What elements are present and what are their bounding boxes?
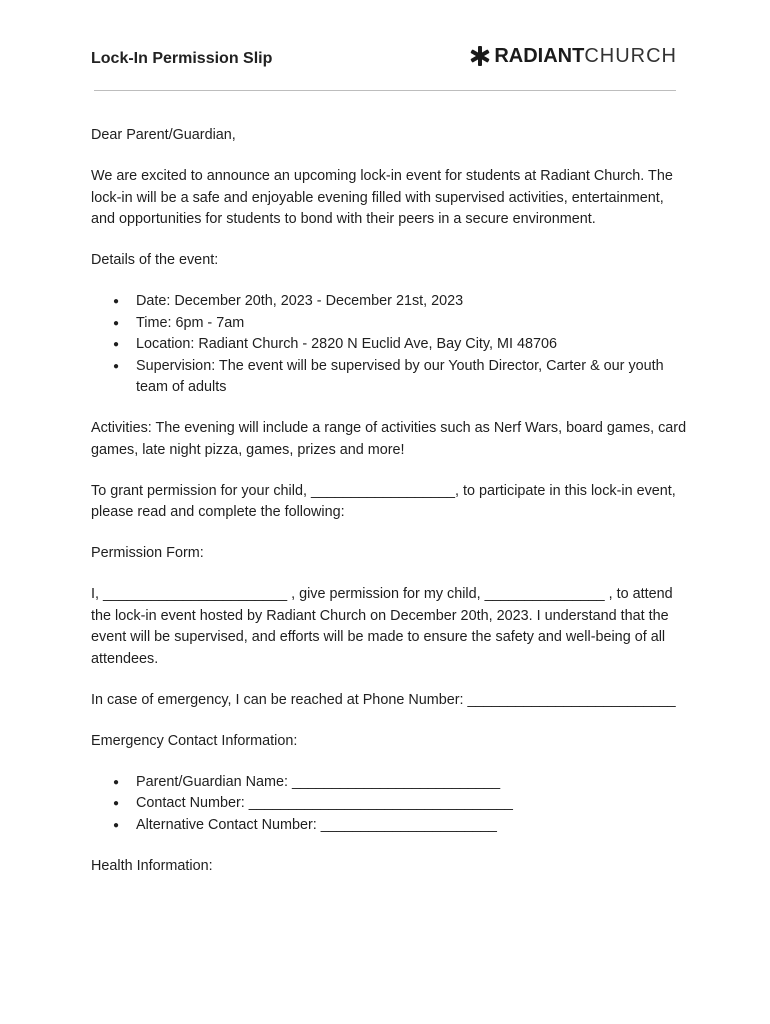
logo-wordmark <box>494 45 677 68</box>
permission-paragraph: I, _______________________ , give permission for my child, _______________ , to attend the lock-in event hosted by Radiant Church on December 20th, 2023. I understand that the event will be supervised, and efforts will be made to ensure the safety and well-being of all attendees. <box>91 586 673 667</box>
event-details-list <box>91 291 691 399</box>
list-item: ● Contact Number: _________________________________ <box>136 793 691 815</box>
list-item: ● Time: 6pm - 7am <box>136 313 691 335</box>
header-divider <box>94 90 676 91</box>
list-item: ● Supervision: The event will be supervised by our Youth Director, Carter & our youth team of adults <box>136 356 691 399</box>
permission-form-heading: Permission Form: <box>91 545 204 561</box>
logo-wordmark-bold: RADIANT <box>494 44 585 67</box>
logo-wordmark-light: CHURCH <box>584 44 677 67</box>
health-information-heading: Health Information: <box>91 857 213 874</box>
emergency-phone-line: In case of emergency, I can be reached at Phone Number: __________________________ <box>91 691 676 708</box>
grant-paragraph: To grant permission for your child, __________________, to participate in this lock-in event, please read and complete the following: <box>91 482 676 520</box>
emergency-contact-list <box>91 772 691 837</box>
intro-paragraph: We are excited to announce an upcoming lock-in event for students at Radiant Church. The lock-in will be a safe and enjoyable evening filled with supervised activities, entertainment, and opportunities for students to bond with their peers in a secure environment. <box>91 168 673 227</box>
list-item: ● Date: December 20th, 2023 - December 21st, 2023 <box>136 291 691 313</box>
document-title: Lock-In Permission Slip <box>91 50 273 67</box>
list-item: ● Parent/Guardian Name: __________________________ <box>136 772 691 794</box>
letter-body <box>91 125 691 897</box>
details-heading: Details of the event: <box>91 252 219 268</box>
emergency-contact-heading: Emergency Contact Information: <box>91 732 298 749</box>
list-item: ● Alternative Contact Number: ______________________ <box>136 815 691 837</box>
greeting: Dear Parent/Guardian, <box>91 127 236 143</box>
list-item: ● Location: Radiant Church - 2820 N Euclid Ave, Bay City, MI 48706 <box>136 334 691 356</box>
asterisk-logo-icon <box>470 46 490 66</box>
radiant-church-logo <box>470 44 677 68</box>
activities-paragraph: Activities: The evening will include a range of activities such as Nerf Wars, board games, card games, late night pizza, games, prizes and more! <box>91 420 687 458</box>
page-header <box>91 44 677 76</box>
